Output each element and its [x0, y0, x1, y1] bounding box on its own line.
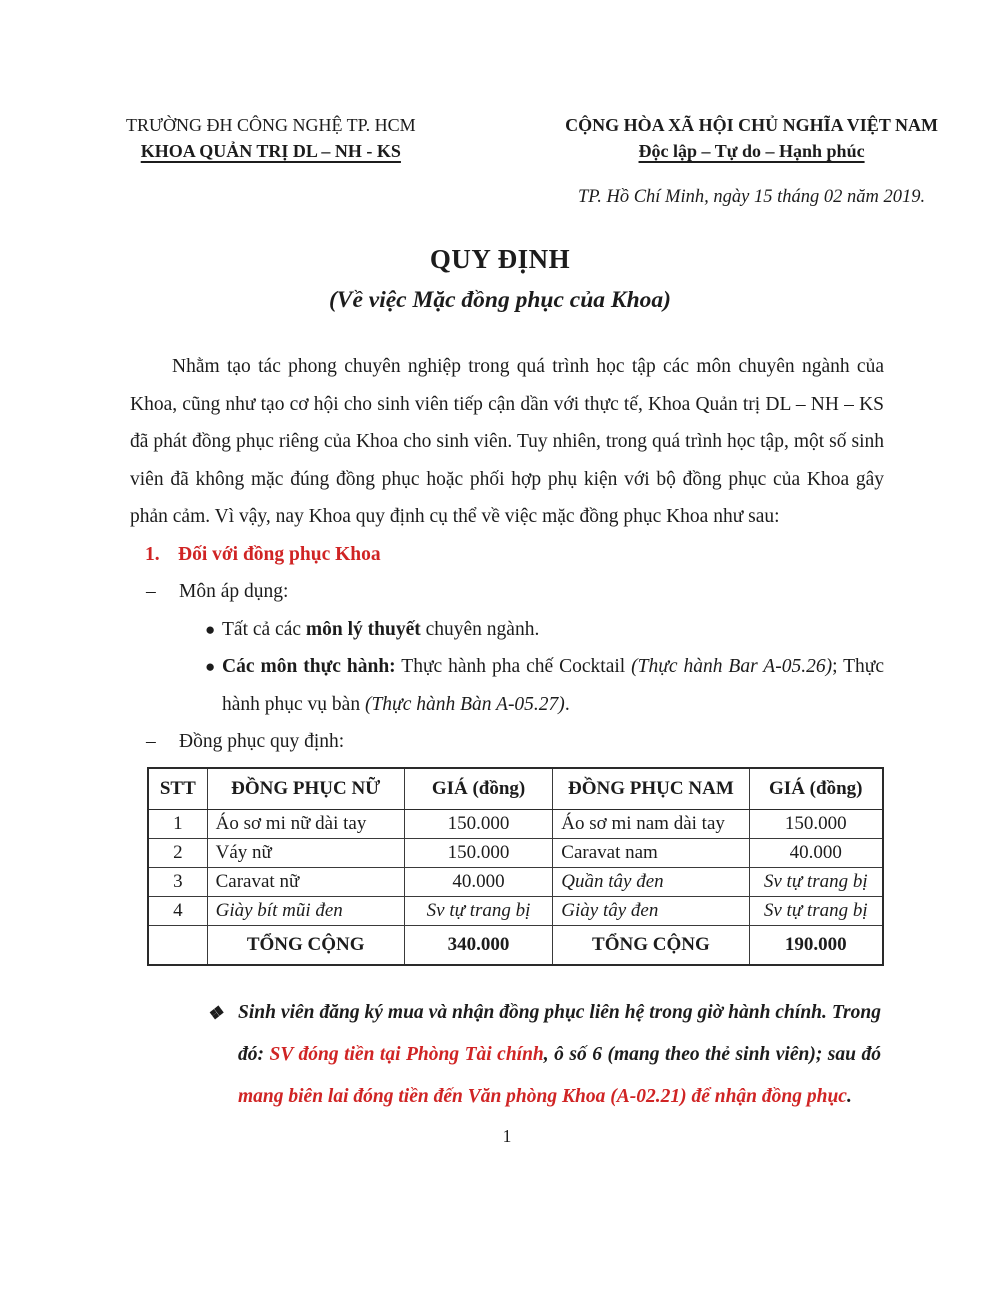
document-body: [0, 348, 1000, 1147]
bullet-marker: ●: [205, 657, 216, 676]
col-header-gia-nu: GIÁ (đồng): [404, 768, 552, 810]
cell-price: 150.000: [749, 809, 883, 838]
university-name: TRƯỜNG ĐH CÔNG NGHỆ TP. HCM: [126, 115, 416, 135]
bullet1-post: chuyên ngành.: [420, 618, 540, 640]
note-seg3: .: [846, 1085, 852, 1107]
cell-price: Sv tự trang bị: [749, 867, 883, 896]
cell-price: Sv tự trang bị: [404, 896, 552, 925]
cell-total-price: 190.000: [749, 925, 883, 965]
bullet-text: [222, 648, 884, 723]
national-motto-line1: CỘNG HÒA XÃ HỘI CHỦ NGHĨA VIỆT NAM: [565, 115, 938, 135]
table-header-row: [148, 768, 883, 810]
bullet-item-ly-thuyet: [130, 611, 884, 649]
cell-stt: 4: [148, 896, 207, 925]
cell-stt: 3: [148, 867, 207, 896]
table-row: [148, 867, 883, 896]
note-red1: SV đóng tiền tại Phòng Tài chính: [269, 1043, 544, 1065]
cell-total-label: TỔNG CỘNG: [553, 925, 749, 965]
cell-price: 150.000: [404, 809, 552, 838]
cell-price: 40.000: [749, 838, 883, 867]
table-row: [148, 838, 883, 867]
dash-item-text: Môn áp dụng:: [179, 581, 289, 602]
dash-marker: –: [146, 581, 156, 602]
national-motto-line2: Độc lập – Tự do – Hạnh phúc: [638, 141, 865, 161]
note-seg1: Sinh viên đăng ký mua và nhận đồng phục liên hệ trong giờ hành chính. Trong đó:: [238, 1001, 881, 1065]
header-right-block: [565, 112, 938, 210]
table-row: [148, 896, 883, 925]
document-header: [0, 112, 1000, 210]
dash-marker: –: [146, 731, 156, 752]
diamond-bullet-icon: ❖: [207, 1002, 224, 1023]
date-line: TP. Hồ Chí Minh, ngày 15 tháng 02 năm 2019.: [578, 187, 926, 207]
cell-price: Sv tự trang bị: [749, 896, 883, 925]
table-row: [148, 809, 883, 838]
note-seg2: , ô số 6 (mang theo thẻ sinh viên); sau đó: [543, 1043, 881, 1065]
uniform-price-table: [147, 767, 884, 966]
cell-stt: 1: [148, 809, 207, 838]
cell-item: Váy nữ: [207, 838, 404, 867]
cell-item: Giày tây đen: [553, 896, 749, 925]
cell-item: Caravat nữ: [207, 867, 404, 896]
section-1-heading: [130, 536, 884, 574]
note-block: [207, 992, 881, 1118]
document-title: QUY ĐỊNH: [429, 244, 571, 274]
bullet2-seg3: .: [564, 693, 570, 715]
cell-item: Quần tây đen: [553, 867, 749, 896]
cell-item: Giày bít mũi đen: [207, 896, 404, 925]
bullet-text: [222, 611, 884, 649]
cell-stt: [148, 925, 207, 965]
col-header-gia-nam: GIÁ (đồng): [749, 768, 883, 810]
note-red2: mang biên lai đóng tiền đến Văn phòng Khoa (A-02.21) để nhận đồng phục: [238, 1085, 847, 1107]
table-total-row: [148, 925, 883, 965]
col-header-nu: ĐỒNG PHỤC NỮ: [207, 768, 404, 810]
bullet1-bold: môn lý thuyết: [305, 618, 421, 640]
bullet1-pre: Tất cả các: [222, 618, 306, 640]
bullet2-seg1: Thực hành pha chế Cocktail: [395, 656, 632, 677]
header-left-block: [126, 112, 416, 210]
section-number: 1.: [145, 543, 160, 565]
dash-item-dong-phuc-quy-dinh: [130, 723, 884, 761]
cell-item: Áo sơ mi nam dài tay: [553, 809, 749, 838]
bullet-item-thuc-hanh: [130, 648, 884, 723]
cell-stt: 2: [148, 838, 207, 867]
cell-total-label: TỔNG CỘNG: [207, 925, 404, 965]
bullet-marker: ●: [205, 619, 216, 639]
faculty-name: KHOA QUẢN TRỊ DL – NH - KS: [140, 141, 401, 161]
note-text: [238, 992, 881, 1118]
bullet2-bold: Các môn thực hành:: [222, 656, 396, 677]
cell-price: 150.000: [404, 838, 552, 867]
col-header-stt: STT: [148, 768, 207, 810]
dash-item-mon-ap-dung: [130, 573, 884, 611]
cell-item: Caravat nam: [553, 838, 749, 867]
section-heading-text: Đối với đồng phục Khoa: [178, 543, 381, 565]
cell-item: Áo sơ mi nữ dài tay: [207, 809, 404, 838]
intro-paragraph: Nhằm tạo tác phong chuyên nghiệp trong quá trình học tập các môn chuyên ngành của Khoa, cũng như tạo cơ hội cho sinh viên tiếp cận dần với thực tế, Khoa Quản trị DL – NH – KS đã phát đồng phục riêng của Khoa cho sinh viên. Tuy nhiên, trong quá trình học tập, một số sinh viên đã không mặc đúng đồng phục hoặc phối hợp phụ kiện với bộ đồng phục của Khoa gây phản cảm. Vì vậy, nay Khoa quy định cụ thể về việc mặc đồng phục Khoa như sau:: [130, 356, 884, 527]
col-header-nam: ĐỒNG PHỤC NAM: [553, 768, 749, 810]
dash-item-text: Đồng phục quy định:: [179, 731, 345, 752]
document-subtitle: (Về việc Mặc đồng phục của Khoa): [328, 287, 672, 313]
bullet2-seg2: ; Thực hành phục vụ bàn: [222, 656, 884, 715]
cell-price: 40.000: [404, 867, 552, 896]
bullet2-italic2: (Thực hành Bàn A-05.27): [364, 693, 565, 715]
page-number: 1: [502, 1125, 512, 1146]
cell-total-price: 340.000: [404, 925, 552, 965]
bullet2-italic1: (Thực hành Bar A-05.26): [631, 656, 833, 677]
